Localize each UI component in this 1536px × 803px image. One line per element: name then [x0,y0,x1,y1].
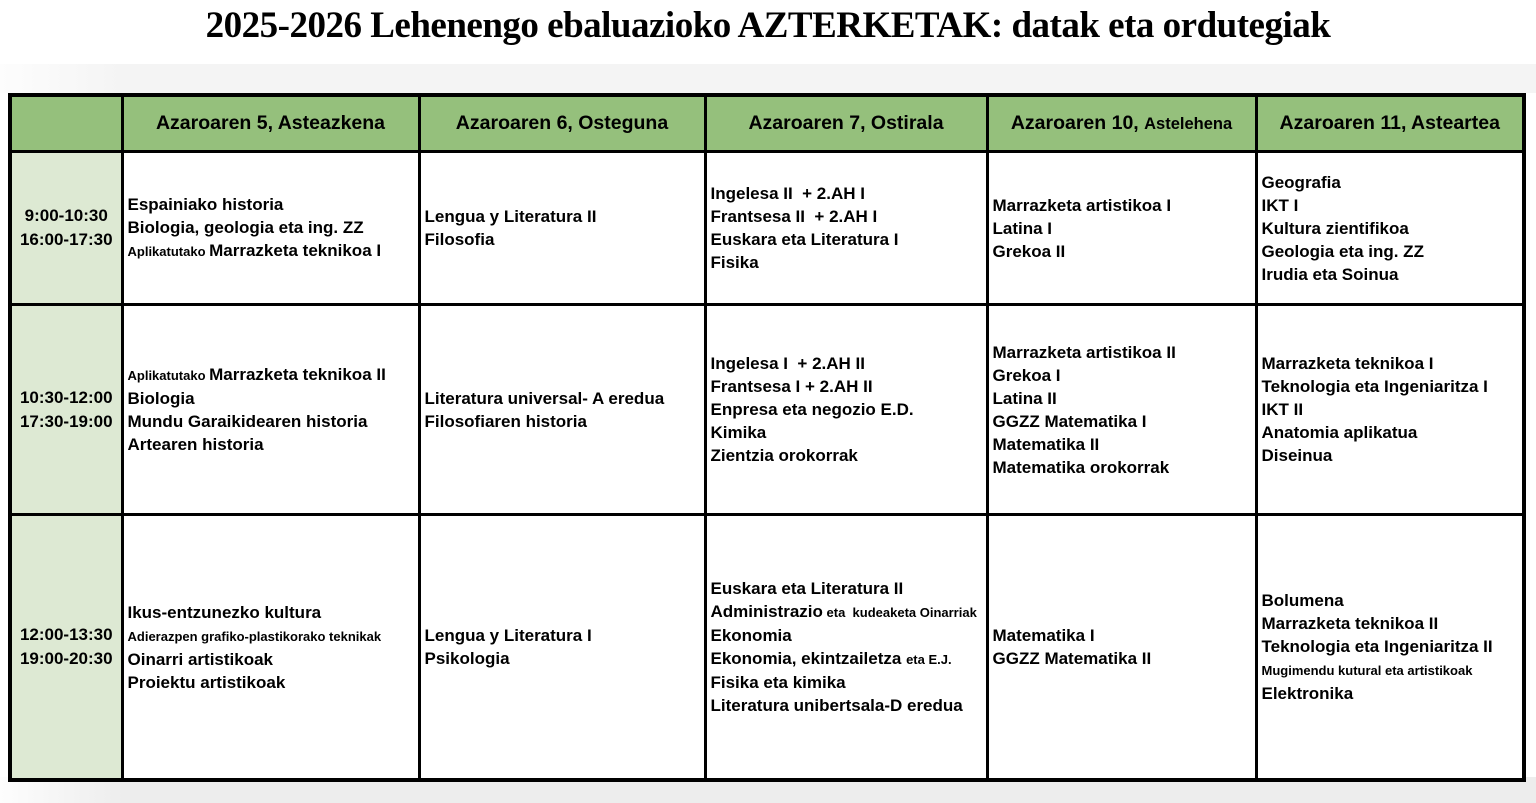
time-range: 9:00-10:30 [24,206,108,225]
subject-line [1262,217,1520,240]
schedule-cell-r3-c5 [1256,515,1524,781]
subject-text: GGZZ Matematika I [992,411,1147,431]
subject-text: Lengua y Literatura I [424,626,592,645]
subject-text: Psikologia [424,649,510,668]
subject-text: Latina II [992,388,1057,408]
subject-text: Adierazpen grafiko-plastikorako teknikak [127,628,382,644]
subject-line [1262,589,1520,612]
subject-text: Ekonomia, ekintzailetza [710,649,907,668]
subject-line [993,433,1252,456]
subject-line [128,624,415,648]
subject-text: Geografia [1261,172,1341,192]
subject-line [993,387,1252,410]
subject-line [993,240,1252,263]
subject-line [425,205,701,228]
subject-text: Grekoa I [992,365,1061,385]
schedule-cell-r2-c2 [419,305,705,515]
subject-line [711,671,983,694]
subject-line [993,194,1252,217]
subject-line [711,444,983,467]
subject-line [1262,240,1520,263]
subject-line [128,410,415,433]
subject-text: Proiektu artistikoak [127,672,286,692]
subject-text: Mundu Garaikidearen historia [127,412,368,431]
subject-text: Latina I [992,218,1053,238]
schedule-cell-r3-c1 [122,515,419,781]
subject-text: Matematika orokorrak [992,457,1170,477]
schedule-cell-r1-c4 [987,152,1256,305]
schedule-cell-r3-c3 [705,515,987,781]
subject-text: Oinarri artistikoak [127,649,274,669]
subject-text: Ingelesa II + 2.AH I [710,184,865,203]
subject-line [1262,398,1520,421]
subject-text: Zientzia orokorrak [710,446,858,465]
timetable-row-1 [10,152,1524,305]
subject-line [711,600,983,624]
subject-text: Enpresa eta negozio E.D. [710,400,914,419]
subject-text: Diseinua [1261,446,1333,465]
subject-text: eta kudeaketa Oinarriak [822,605,977,620]
subject-text: Elektronika [1261,684,1354,703]
spacer-band [0,64,1536,93]
subject-text: Geologia eta ing. ZZ [1261,241,1424,261]
subject-line [128,193,415,216]
subject-text: Bolumena [1261,591,1344,610]
subject-line [128,648,415,671]
subject-text: Marrazketa teknikoa I [1261,354,1434,373]
subject-text: Ekonomia [710,626,792,645]
subject-text: Biologia, geologia eta ing. ZZ [127,218,364,237]
subject-line [1262,635,1520,658]
subject-text: Lengua y Literatura II [424,207,597,226]
subject-line [993,647,1252,670]
subject-text: Administrazio [710,602,823,621]
subject-line [993,341,1252,364]
subject-text: Anatomia aplikatua [1261,423,1418,442]
subject-text: Marrazketa teknikoa I [209,241,382,260]
subject-line [711,647,983,671]
schedule-cell-r1-c1 [122,152,419,305]
page-title: 2025-2026 Lehenengo ebaluazioko AZTERKETAK: datak eta ordutegiak [205,5,1331,46]
subject-line [993,217,1252,240]
corner-cell [10,95,122,152]
subject-line [1262,444,1520,467]
subject-text: Frantsesa I + 2.AH II [710,377,873,396]
schedule-cell-r2-c4 [987,305,1256,515]
subject-line [711,375,983,398]
subject-line [711,352,983,375]
timetable-row-2 [10,305,1524,515]
time-range: 16:00-17:30 [19,230,113,249]
subject-line [711,577,983,600]
day-header-row [10,95,1524,152]
subject-text: Fisika eta kimika [710,673,846,692]
subject-text: Matematika I [992,626,1095,645]
subject-line [1262,352,1520,375]
day-header-2 [419,95,705,152]
subject-text: Literatura universal- A eredua [424,388,665,408]
subject-line [425,387,701,410]
subject-text: Euskara eta Literatura I [710,230,899,249]
subject-line [128,363,415,387]
subject-text: Aplikatutako [127,368,210,383]
time-range: 10:30-12:00 [19,387,113,407]
day-header-3 [705,95,987,152]
subject-line [1262,682,1520,705]
subject-text: Literatura unibertsala-D eredua [710,696,963,715]
subject-text: Ikus-entzunezko kultura [127,602,322,622]
schedule-cell-r2-c3 [705,305,987,515]
day-header-4 [987,95,1256,152]
timetable-row-3 [10,515,1524,781]
subject-text: Frantsesa II + 2.AH I [710,207,878,226]
subject-line [425,410,701,433]
day-header-text: Azaroaren 10, [1010,112,1145,134]
schedule-cell-r2-c1 [122,305,419,515]
subject-text: Matematika II [992,434,1100,454]
time-slot-3 [10,515,122,781]
subject-text: Marrazketa artistikoa I [992,195,1172,215]
day-header-1 [122,95,419,152]
subject-line [425,647,701,670]
subject-text: Mugimendu kutural eta artistikoak [1261,663,1473,678]
subject-text: Marrazketa teknikoa II [1261,614,1439,633]
subject-line [1262,194,1520,217]
schedule-cell-r1-c2 [419,152,705,305]
subject-text: IKT II [1261,400,1304,419]
time-range: 19:00-20:30 [19,649,113,668]
subject-text: Marrazketa artistikoa II [992,342,1176,362]
subject-text: Teknologia eta Ingeniaritza I [1261,377,1488,396]
subject-line [425,624,701,647]
subject-line [1262,375,1520,398]
subject-text: Biologia [127,389,195,408]
subject-text: Filosofia [424,230,495,249]
time-slot-1 [10,152,122,305]
day-header-text: Azaroaren 6, Osteguna [455,112,669,134]
subject-line [711,624,983,647]
schedule-cell-r1-c3 [705,152,987,305]
subject-line [711,205,983,228]
subject-line [128,216,415,239]
subject-line [993,364,1252,387]
time-range: 17:30-19:00 [19,411,113,431]
subject-line [993,410,1252,433]
day-header-5 [1256,95,1524,152]
subject-text: Fisika [710,253,759,272]
subject-text: eta E.J. [906,652,952,667]
subject-text: Kimika [710,423,767,442]
subject-text: Kultura zientifikoa [1261,218,1409,238]
schedule-cell-r3-c2 [419,515,705,781]
subject-text: Filosofiaren historia [424,411,587,431]
subject-line [1262,421,1520,444]
subject-text: Euskara eta Literatura II [710,579,904,598]
exam-timetable [8,93,1526,782]
subject-line [425,228,701,251]
subject-text: Grekoa II [992,241,1066,261]
subject-line [993,456,1252,479]
subject-line [711,694,983,717]
subject-line [1262,171,1520,194]
subject-line [1262,658,1520,682]
subject-line [993,624,1252,647]
subject-text: GGZZ Matematika II [992,649,1152,668]
day-header-text: Azaroaren 5, Asteazkena [155,112,386,134]
subject-line [711,421,983,444]
subject-line [1262,612,1520,635]
subject-line [711,228,983,251]
subject-text: Marrazketa teknikoa II [209,365,386,384]
subject-line [128,433,415,456]
day-header-text: Azaroaren 11, Asteartea [1279,112,1500,134]
subject-text: IKT I [1261,195,1299,215]
subject-text: Artearen historia [127,435,264,454]
schedule-cell-r1-c5 [1256,152,1524,305]
schedule-cell-r3-c4 [987,515,1256,781]
subject-text: Teknologia eta Ingeniaritza II [1261,637,1493,656]
subject-line [711,398,983,421]
time-slot-2 [10,305,122,515]
subject-line [711,251,983,274]
subject-line [128,601,415,624]
subject-text: Aplikatutako [127,244,210,259]
schedule-cell-r2-c5 [1256,305,1524,515]
day-header-text: Azaroaren 7, Ostirala [748,112,944,134]
subject-line [128,239,415,263]
subject-line [128,671,415,694]
subject-text: Espainiako historia [127,195,284,214]
time-range: 12:00-13:30 [19,625,113,644]
subject-text: Ingelesa I + 2.AH II [710,354,865,373]
timetable-body [10,152,1524,781]
subject-line [1262,263,1520,286]
subject-line [711,182,983,205]
day-header-text: Astelehena [1144,115,1233,133]
subject-text: Irudia eta Soinua [1261,264,1399,284]
subject-line [128,387,415,410]
